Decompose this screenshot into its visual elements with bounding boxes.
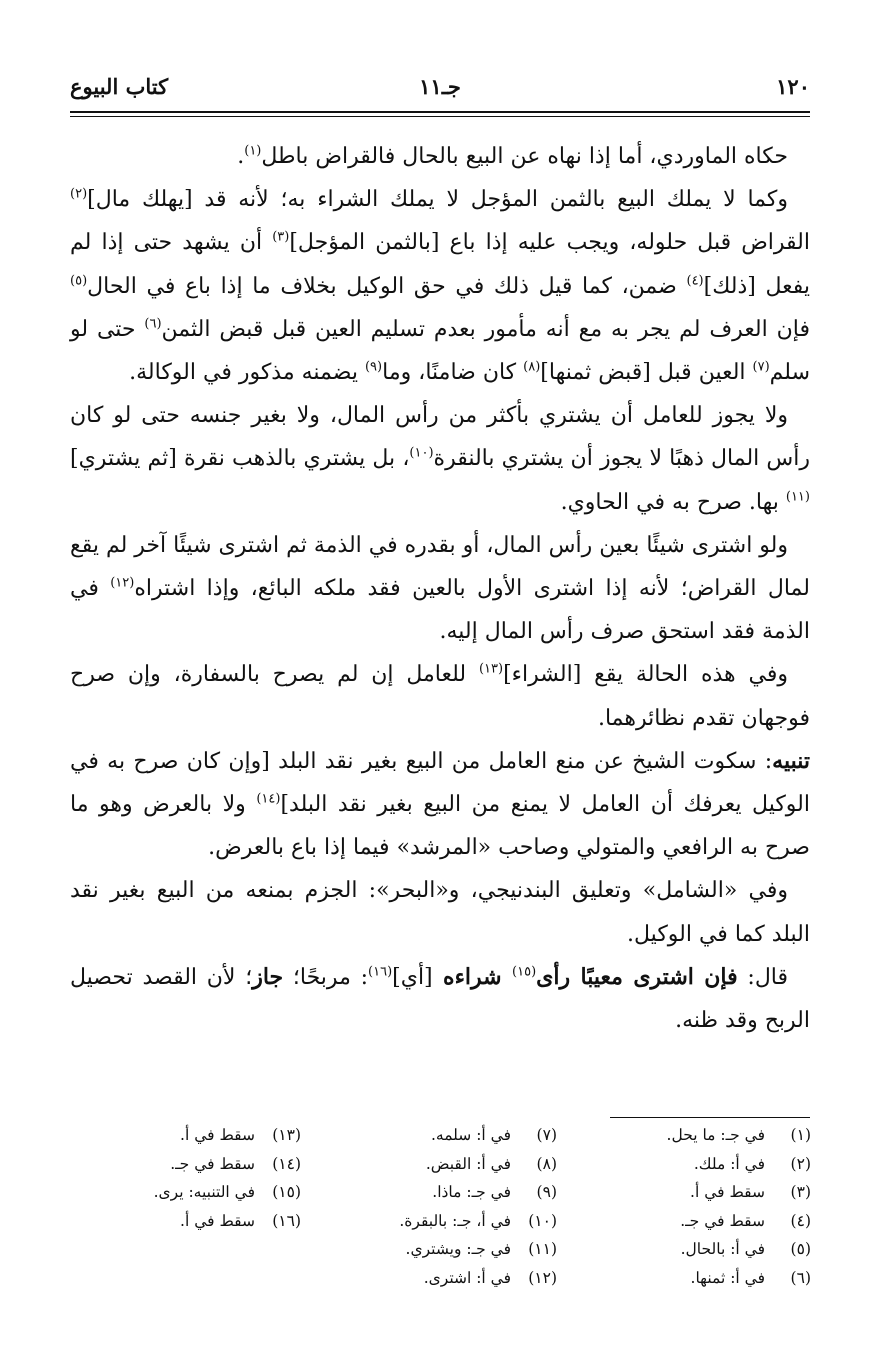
footnote-text: في جـ: ما يحل.	[666, 1126, 765, 1144]
footnote-item	[561, 1150, 811, 1179]
text-run: ولا يجوز للعامل أن يشتري بأكثر من رأس المال، ولا بغير جنسه حتى لو كان رأس المال ذهبًا لا يجوز أن يشتري بالنقرة	[70, 403, 811, 472]
text-run: أن يشهد حتى إذا لم يفعل [ذلك]	[70, 230, 810, 299]
header-rule	[70, 111, 810, 113]
text-run: ، بل يشتري بالذهب نقرة [ثم يشتري]	[70, 446, 410, 472]
bold-text: شراءه	[432, 963, 513, 990]
text-run: ولو اشترى شيئًا بعين رأس المال، أو بقدره في الذمة ثم اشترى شيئًا آخر لم يقع لمال القراض؛ لأنه إذا اشترى الأول بالعين فقد ملكه البائع، وإذا اشتراه	[70, 532, 810, 602]
footnote-number: (١٠)	[528, 1211, 557, 1230]
footnote-text: في التنبيه: يرى.	[153, 1183, 255, 1202]
text-run: العين قبل [قبض ثمنها]	[540, 360, 753, 386]
footnote-text: في أ: سلمه.	[430, 1126, 511, 1144]
text-run: في الذمة فقد استحق صرف رأس المال إليه.	[70, 576, 810, 645]
text-run: .	[237, 144, 245, 169]
footnote-number: (٣)	[790, 1183, 811, 1202]
text-run: : سكوت الشيخ عن منع العامل من البيع بغير نقد البلد [وإن كان صرح به في الوكيل يعرفك أن العامل لا يمنع من البيع بغير نقد البلد]	[70, 748, 810, 818]
footnote-item	[561, 1121, 811, 1150]
paragraph	[70, 653, 810, 739]
footnote-text: في أ: اشترى.	[423, 1268, 511, 1287]
text-run: وفي «الشامل» وتعليق البندنيجي، و«البحر»: الجزم بمنعه من البيع بغير نقد البلد كما في الوكيل.	[70, 878, 810, 947]
footnote-column	[307, 1121, 557, 1293]
footnote-ref: (١٢)	[110, 575, 135, 591]
footnote-ref: (١٥)	[512, 964, 537, 980]
footnote-number: (١)	[790, 1126, 811, 1144]
text-run: وفي هذه الحالة يقع [الشراء]	[503, 662, 788, 688]
bold-text: جاز	[252, 963, 284, 990]
footnote-number: (٨)	[536, 1154, 557, 1173]
footnote-item	[307, 1207, 557, 1236]
footnote-text: سقط في جـ.	[680, 1211, 765, 1230]
text-run: ؛ لأن القصد تحصيل الربح وقد ظنه.	[70, 964, 810, 1034]
footnote-ref: (٩)	[364, 359, 383, 375]
footnote-item	[307, 1121, 557, 1150]
book-title: كتاب البيوع	[70, 74, 169, 99]
text-run: وكما لا يملك البيع بالثمن المؤجل لا يملك الشراء به؛ لأنه قد [يهلك مال]	[87, 187, 788, 213]
footnote-text: في أ: القبض.	[425, 1154, 511, 1173]
bold-text: فإن اشترى معيبًا رأى	[536, 963, 738, 990]
text-run: : مربحًا؛	[283, 964, 369, 990]
text-run: يضمنه مذكور في الوكالة.	[129, 360, 365, 386]
text-run: [أي]	[392, 964, 433, 990]
footnote-ref: (٧)	[752, 359, 770, 375]
main-text	[70, 135, 810, 1042]
paragraph	[70, 178, 810, 394]
footnote-item	[561, 1207, 811, 1236]
footnote-ref: (١٦)	[368, 964, 393, 980]
text-run: فإن العرف لم يجر به مع أنه مأمور بعدم تسليم العين قبل قبض الثمن	[161, 316, 810, 342]
footnote-separator	[610, 1117, 810, 1118]
footnote-text: في جـ: ويشتري.	[405, 1240, 511, 1259]
footnote-number: (١١)	[528, 1240, 557, 1259]
running-header	[70, 74, 810, 108]
page-number: ١٢٠	[776, 74, 810, 99]
footnote-item	[51, 1121, 301, 1150]
footnote-number: (١٦)	[272, 1211, 301, 1230]
footnote-text: سقط في جـ.	[170, 1154, 255, 1173]
text-run: بها. صرح به في الحاوي.	[560, 489, 786, 515]
footnote-text: في أ: ثمنها.	[690, 1268, 765, 1287]
paragraph	[70, 956, 810, 1042]
footnote-number: (١٣)	[272, 1126, 301, 1144]
footnote-ref: (٨)	[523, 359, 541, 375]
footnote-ref: (٢)	[70, 186, 88, 202]
footnote-number: (٤)	[790, 1211, 811, 1230]
footnote-number: (٧)	[536, 1126, 557, 1144]
footnote-number: (٩)	[536, 1183, 557, 1202]
paragraph	[70, 524, 810, 654]
bold-text: تنبيه	[772, 747, 810, 774]
footnote-number: (١٥)	[272, 1183, 301, 1202]
text-run: القراض قبل حلوله، ويجب عليه إذا باع [بالثمن المؤجل]	[289, 230, 810, 256]
text-run: حكاه الماوردي، أما إذا نهاه عن البيع بالحال فالقراض باطل	[261, 144, 788, 169]
footnote-text: سقط في أ.	[180, 1211, 255, 1230]
footnote-item	[51, 1178, 301, 1207]
footnote-item	[307, 1150, 557, 1179]
footnote-item	[51, 1150, 301, 1179]
footnote-ref: (٦)	[144, 316, 162, 332]
footnote-ref: (١١)	[785, 489, 810, 505]
paragraph	[70, 394, 810, 524]
footnote-number: (٦)	[790, 1268, 811, 1287]
footnote-ref: (١٠)	[409, 446, 434, 462]
footnote-column	[561, 1121, 811, 1293]
footnote-text: سقط في أ.	[690, 1183, 765, 1202]
footnote-ref: (١٣)	[478, 662, 504, 678]
footnote-text: في أ: ملك.	[693, 1154, 765, 1173]
footnote-ref: (٣)	[272, 230, 290, 246]
footnote-number: (٢)	[790, 1154, 811, 1173]
footnote-number: (١٤)	[272, 1154, 301, 1173]
header-rule-thin	[70, 116, 810, 117]
footnote-text: في أ، جـ: بالبقرة.	[399, 1211, 511, 1230]
text-run: قال:	[737, 964, 789, 990]
footnote-item	[561, 1235, 811, 1264]
footnote-item	[561, 1178, 811, 1207]
footnote-ref: (٤)	[686, 273, 704, 289]
footnote-text: سقط في أ.	[180, 1126, 255, 1144]
footnote-text: في جـ: ماذا.	[432, 1183, 511, 1202]
footnote-item	[307, 1264, 557, 1293]
text-run: حتى لو سلم	[70, 316, 810, 386]
text-run: ضمن، كما قيل ذلك في حق الوكيل بخلاف ما إذا باع في الحال	[87, 273, 687, 299]
paragraph	[70, 869, 810, 955]
paragraph	[70, 135, 810, 178]
footnote-item	[561, 1264, 811, 1293]
paragraph	[70, 740, 810, 870]
text-run: ولا بالعرض وهو ما صرح به الرافعي والمتولي وصاحب «المرشد» فيما إذا باع بالعرض.	[70, 792, 810, 861]
footnote-ref: (١)	[244, 143, 262, 159]
footnote-column	[51, 1121, 301, 1235]
volume-label: جـ١١	[419, 74, 461, 99]
text-run: كان ضامنًا، وما	[382, 360, 524, 386]
footnote-item	[307, 1178, 557, 1207]
footnote-ref: (٥)	[70, 273, 88, 289]
footnote-item	[307, 1235, 557, 1264]
footnote-item	[51, 1207, 301, 1236]
footnote-number: (٥)	[790, 1240, 811, 1259]
text-run: للعامل إن لم يصرح بالسفارة، وإن صرح فوجهان تقدم نظائرهما.	[70, 662, 810, 731]
footnote-ref: (١٤)	[256, 791, 281, 807]
footnote-text: في أ: بالحال.	[680, 1240, 765, 1259]
footnote-number: (١٢)	[528, 1268, 557, 1287]
